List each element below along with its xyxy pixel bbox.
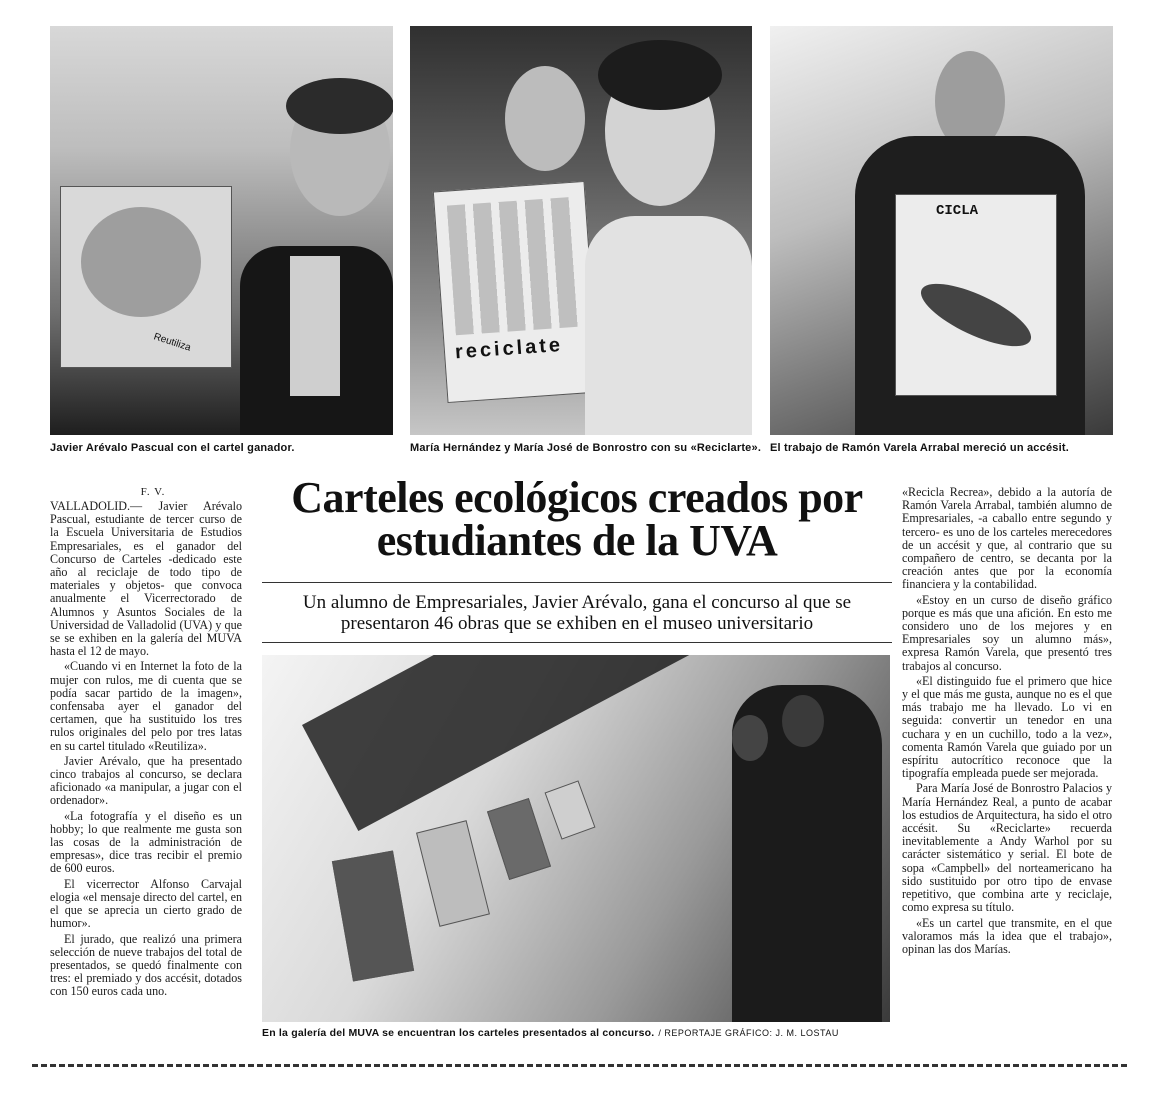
caption-photo3: El trabajo de Ramón Varela Arrabal mereció un accésit. [770,442,1069,454]
gallery-poster [487,798,551,880]
paragraph: El jurado, que realizó una primera selección de nueve trabajos del total de presentados, se quedó finalmente con tres: el premiado y dos accésit, dotados con 150 euros cada uno. [50,931,242,999]
gallery-poster [416,820,490,927]
gallery-poster [332,851,414,982]
gallery-poster [545,780,596,839]
person-hair-right [598,40,722,110]
paragraph: «Cuando vi en Internet la foto de la mujer con rulos, me di cuenta que se podía sacar partido de la imagen», confensaba ayer el ganador del certamen, que ha sustituido los tres rulos originales del pelo por tres latas en su cartel titulado «Reutiliza». [50,659,242,753]
paragraph: Para María José de Bonrostro Palacios y María Hernández Real, a punto de acabar los estudios de Arquitectura, ha sido el otro accésit. Su «Reciclarte» recuerda inevitablemente a Andy Warhol por su carácter sistemático y serial. El bote de sopa «Campbell» del norteamericano ha sido sustituido por otro tipo de envase repetitivo, que combina arte y reciclaje, como expresa su título. [902,781,1112,915]
person-hair [286,78,393,134]
person-coat-right [585,216,752,435]
person-scarf [290,256,340,396]
byline: F. V. [140,486,166,498]
paragraph: Javier Arévalo, que ha presentado cinco trabajos al concurso, se declara aficionado «a manipular, a jugar con el ordenador». [50,753,242,808]
photo-ramon-varela [770,26,1113,435]
photo-credit: / REPORTAJE GRÁFICO: J. M. LOSTAU [658,1028,839,1038]
caption-photo4-text: En la galería del MUVA se encuentran los carteles presentados al concurso. [262,1027,655,1039]
subhead: Un alumno de Empresariales, Javier Arévalo, gana el concurso al que se presentaron 46 obras que se exhiben en el museo universitario [302,592,852,634]
paragraph: VALLADOLID.— Javier Arévalo Pascual, estudiante de tercer curso de la Escuela Universitaria de Estudios Empresariales, es el ganador del Concurso de Carteles -dedicado este año al reciclaje de todo tipo de materiales y objetos- que convoca anualmente el Vicerrectorado de Alumnos y Asuntos Sociales de la Universidad de Valladolid (UVA) y que se se exhiben en la galería del MUVA hasta el 12 de mayo. [50,499,242,659]
paragraph: «La fotografía y el diseño es un hobby; lo que realmente me gusta son las cosas de la administración de empresas», dice tras recibir el premio de 600 euros. [50,808,242,876]
visitor-head [732,715,768,761]
caption-photo1: Javier Arévalo Pascual con el cartel ganador. [50,442,295,454]
paragraph: «Recicla Recrea», debido a la autoría de Ramón Varela Arrabal, también alumno de Empresariales, -a caballo entre segundo y tercero- es uno de los carteles merecedores de un accésit y que, al contrario que su compañero de centro, se decanta por la creación antes que por la economía financiera y la contabilidad. [902,485,1112,592]
poster-reutiliza [60,186,232,368]
visitor-head [782,695,824,747]
caption-photo2: María Hernández y María José de Bonrostro con su «Reciclarte». [410,442,762,454]
rule-bottom [262,642,892,643]
cut-line-divider [32,1064,1127,1067]
poster-reutiliza-title: Reutiliza [152,331,193,354]
photo-maria-hernandez-bonrostro [410,26,752,435]
rule-top [262,582,892,583]
headline: Carteles ecológicos creados por estudiantes de la UVA [291,473,863,565]
poster-recicla-title: CICLA [936,203,979,219]
poster-reciclate-title: reciclate [454,333,564,364]
poster-recicla-recrea [895,194,1057,396]
paragraph: El vicerrector Alfonso Carvajal elogia «el mensaje directo del cartel, en el que se aprecia un cierto grado de humor». [50,876,242,931]
paragraph: «Estoy en un curso de diseño gráfico porque es más que una afición. En esto me considero uno de los mejores y en Empresariales soy un alumno más», expresa Ramón Varela, que presentó tres trabajos al concurso. [902,592,1112,673]
article-column-3 [902,486,1112,956]
caption-photo4 [262,1027,839,1039]
photo-javier-arevalo [50,26,393,435]
paragraph: «El distinguido fue el primero que hice y el que más me gusta, aunque no es el que más trabajo me ha llevado. Lo vi en seguida: convertir un tenedor en una cuchara y en un cuchillo, todo a la vez», comenta Ramón Varela que guiado por un espíritu autocrítico reconoce que la tipografía empleada puede ser mejorada. [902,673,1112,781]
poster-reciclate [433,181,599,403]
paragraph: «Es un cartel que transmite, en el que valoramos más la idea que el trabajo», opinan las dos Marías. [902,915,1112,956]
person-head-left [505,66,585,171]
photo-muva-gallery [262,655,890,1022]
article-column-1 [50,486,242,999]
fork-spoon-shape [913,272,1039,359]
